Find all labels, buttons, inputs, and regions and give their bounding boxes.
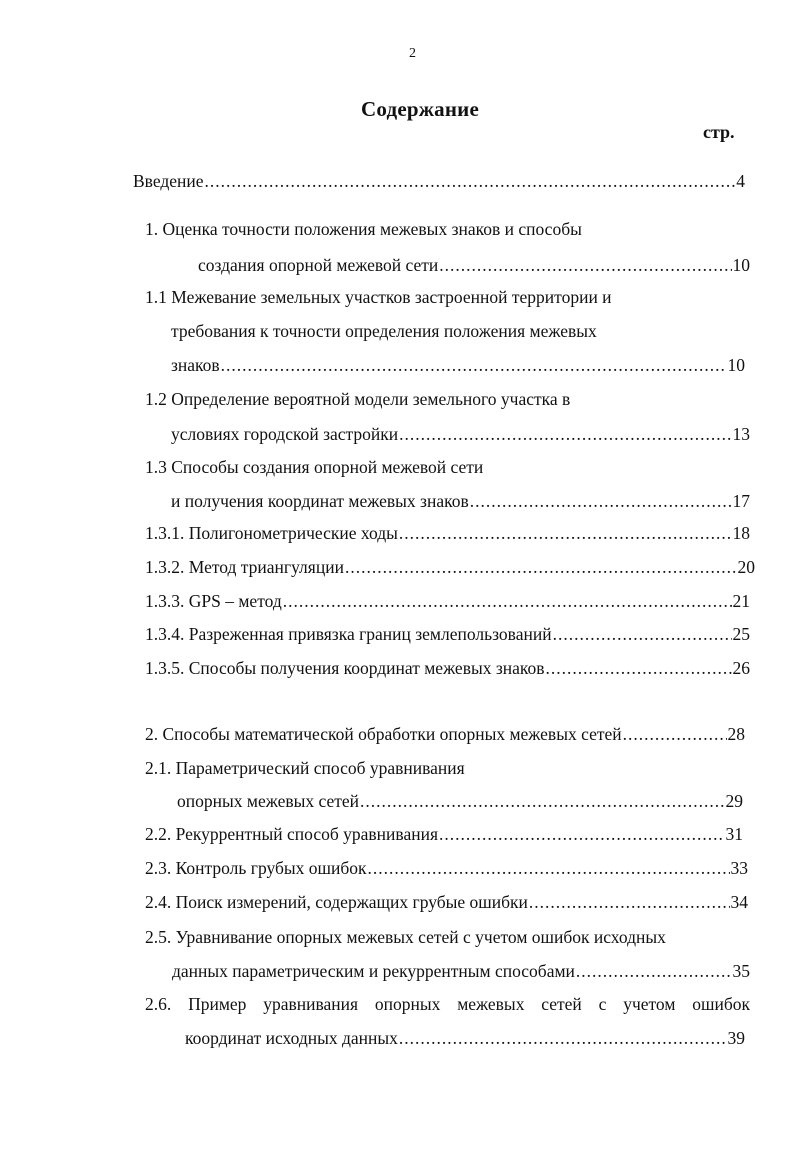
toc-entry-s2-1-line1: 2.1. Параметрический способ уравнивания [145, 758, 465, 778]
toc-entry-title: знаков [171, 355, 220, 375]
toc-entry-s2-2 [145, 823, 743, 845]
toc-entry-title: координат исходных данных [185, 1028, 398, 1048]
toc-leader-dots [546, 657, 732, 679]
toc-entry-s1-2-line1: 1.2 Определение вероятной модели земельного участка в [145, 389, 571, 409]
toc-entry-title: 1.3.1. Полигонометрические ходы [145, 523, 398, 543]
toc-entry-s1-3-1 [145, 522, 750, 544]
toc-entry-title: условиях городской застройки [171, 424, 399, 444]
toc-entry-page: 29 [725, 791, 743, 811]
toc-entry-s1-1-line1: 1.1 Межевание земельных участков застроенной территории и [145, 287, 612, 307]
toc-entry-title: 2.4. Поиск измерений, содержащих грубые ошибки [145, 892, 528, 912]
toc-entry-title: 1.3.2. Метод триангуляции [145, 557, 344, 577]
toc-entry-title: 1.3.5. Способы получения координат межевых знаков [145, 658, 545, 678]
toc-entry-s2-1 [177, 790, 743, 812]
toc-leader-dots [439, 254, 731, 276]
toc-entry-title: данных параметрическим и рекуррентным способами [172, 961, 575, 981]
toc-entry-title: Введение [133, 171, 204, 191]
toc-entry-s1-1-line2: требования к точности определения положения межевых [171, 321, 597, 341]
toc-entry-s2 [145, 723, 745, 745]
toc-entry-title: 2. Способы математической обработки опорных межевых сетей [145, 724, 622, 744]
toc-entry-page: 13 [732, 424, 750, 444]
toc-entry-page: 26 [732, 658, 750, 678]
toc-entry-s2-6 [185, 1027, 745, 1049]
toc-entry-s1-3-line1: 1.3 Способы создания опорной межевой сети [145, 457, 484, 477]
toc-entry-s1-3 [171, 490, 750, 512]
toc-leader-dots [345, 556, 737, 578]
toc-entry-page: 21 [732, 591, 750, 611]
toc-entry-page: 4 [736, 171, 745, 191]
toc-entry-s1 [198, 254, 750, 276]
toc-leader-dots [623, 723, 727, 745]
toc-entry-page: 25 [732, 624, 750, 644]
toc-entry-page: 31 [725, 824, 743, 844]
toc-entry-s2-5-line1: 2.5. Уравнивание опорных межевых сетей с учетом ошибок исходных [145, 927, 666, 947]
toc-entry-s2-6-line1: 2.6. Пример уравнивания опорных межевых сетей с учетом ошибок [145, 994, 750, 1014]
toc-entry-s1-2 [171, 423, 750, 445]
toc-entry-page: 34 [730, 892, 748, 912]
toc-entry-page: 39 [727, 1028, 745, 1048]
toc-leader-dots [553, 623, 732, 645]
toc-entry-page: 20 [737, 557, 755, 577]
toc-leader-dots [205, 170, 736, 192]
toc-entry-s1-1 [171, 354, 745, 376]
toc-entry-title: создания опорной межевой сети [198, 255, 439, 275]
toc-entry-s1-line1: 1. Оценка точности положения межевых знаков и способы [145, 219, 582, 239]
toc-entry-s1-3-4 [145, 623, 750, 645]
toc-entry-title: 1.3.4. Разреженная привязка границ землепользований [145, 624, 552, 644]
toc-entry-page: 10 [727, 355, 745, 375]
toc-leader-dots [368, 857, 730, 879]
page-title: Содержание [361, 97, 479, 121]
toc-entry-title: опорных межевых сетей [177, 791, 360, 811]
toc-entry-title: и получения координат межевых знаков [171, 491, 469, 511]
toc-entry-page: 33 [730, 858, 748, 878]
toc-leader-dots [470, 490, 732, 512]
toc-entry-title: 2.2. Рекуррентный способ уравнивания [145, 824, 438, 844]
toc-entry-s2-4 [145, 891, 748, 913]
toc-entry-page: 10 [732, 255, 750, 275]
page-column-label: стр. [703, 122, 735, 142]
toc-leader-dots [439, 823, 725, 845]
toc-leader-dots [576, 960, 732, 982]
page-number: 2 [409, 46, 416, 61]
toc-entry-s1-3-2 [145, 556, 755, 578]
toc-entry-s1-3-3 [145, 590, 750, 612]
toc-entry-page: 17 [732, 491, 750, 511]
toc-leader-dots [529, 891, 730, 913]
toc-leader-dots [399, 423, 731, 445]
toc-leader-dots [221, 354, 727, 376]
toc-leader-dots [399, 1027, 727, 1049]
toc-entry-page: 18 [732, 523, 750, 543]
toc-entry-page: 28 [727, 724, 745, 744]
toc-entry-title: 1.3.3. GPS – метод [145, 591, 282, 611]
toc-entry-page: 35 [732, 961, 750, 981]
toc-leader-dots [283, 590, 732, 612]
toc-entry-intro [133, 170, 745, 192]
toc-entry-s2-3 [145, 857, 748, 879]
toc-entry-title: 2.3. Контроль грубых ошибок [145, 858, 367, 878]
toc-entry-s1-3-5 [145, 657, 750, 679]
toc-leader-dots [399, 522, 732, 544]
toc-entry-s2-5 [172, 960, 750, 982]
toc-leader-dots [360, 790, 724, 812]
